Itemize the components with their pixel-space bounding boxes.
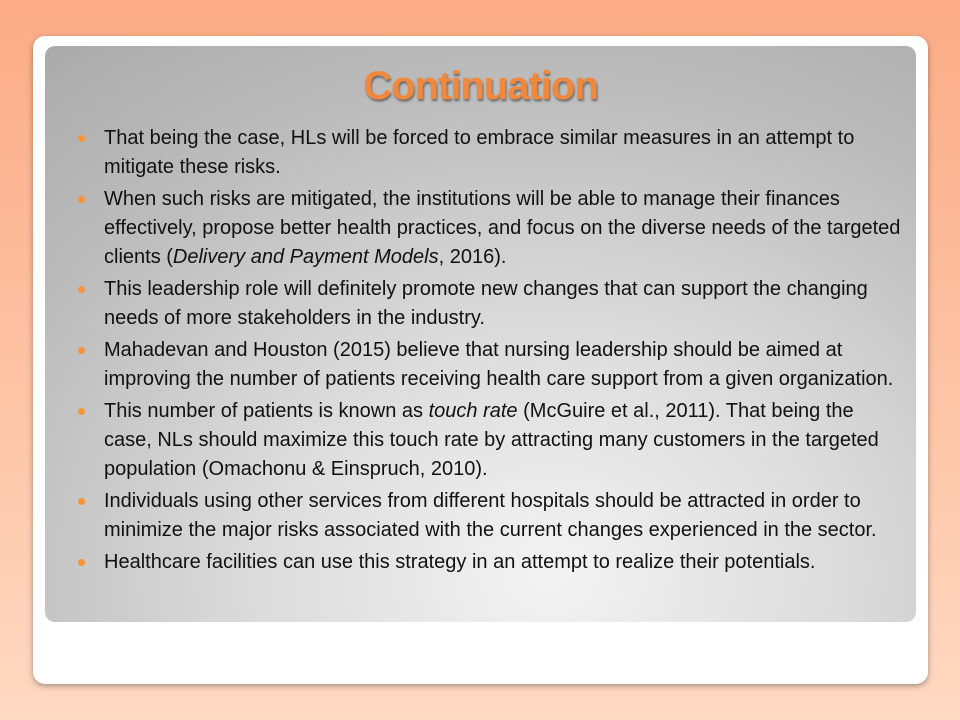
bullet-dot-icon	[78, 559, 85, 566]
bullet-dot-icon	[78, 286, 85, 293]
bullet-text-part: When such risks are mitigated, the institutions will be able to manage their finances effectively, propose better health practices, and focus on the diverse needs of the targeted clients (	[104, 188, 901, 268]
bullet-dot-icon	[78, 347, 85, 354]
bullet-text-part: (McGuire et al., 2011). That being the case, NLs should maximize this touch rate by attracting many customers in the targeted population (Omachonu & Einspruch, 2010).	[104, 400, 879, 480]
content-panel	[45, 46, 916, 622]
bullet-text-part: , 2016).	[438, 246, 507, 268]
bullet-item	[76, 397, 906, 484]
bullet-item	[76, 336, 906, 394]
bullet-item	[76, 548, 906, 577]
bullet-item	[76, 487, 906, 545]
bullet-dot-icon	[78, 408, 85, 415]
bullet-citation-italic: Delivery and Payment Models	[172, 246, 439, 268]
bullet-dot-icon	[78, 135, 85, 142]
bullet-item	[76, 275, 906, 333]
bullet-text: Individuals using other services from different hospitals should be attracted in order to minimize the major risks associated with the current changes experienced in the sector.	[104, 490, 877, 541]
bullet-text: That being the case, HLs will be forced to embrace similar measures in an attempt to mitigate these risks.	[104, 127, 855, 178]
bullet-text: This leadership role will definitely promote new changes that can support the changing needs of more stakeholders in the industry.	[104, 278, 868, 329]
bullet-text: Mahadevan and Houston (2015) believe that nursing leadership should be aimed at improving the number of patients receiving health care support from a given organization.	[104, 339, 894, 390]
bullet-text	[104, 400, 879, 480]
bullet-dot-icon	[78, 498, 85, 505]
bullet-item	[76, 124, 906, 182]
bullet-text-part: This number of patients is known as	[104, 400, 429, 422]
bullet-term-italic: touch rate	[428, 400, 518, 422]
bullet-item	[76, 185, 906, 272]
bullet-text	[104, 188, 900, 268]
slide-title: Continuation	[363, 64, 598, 108]
bullet-list	[76, 124, 906, 580]
bullet-dot-icon	[78, 196, 85, 203]
bullet-text: Healthcare facilities can use this strategy in an attempt to realize their potentials.	[104, 551, 816, 573]
slide-frame	[33, 36, 928, 684]
